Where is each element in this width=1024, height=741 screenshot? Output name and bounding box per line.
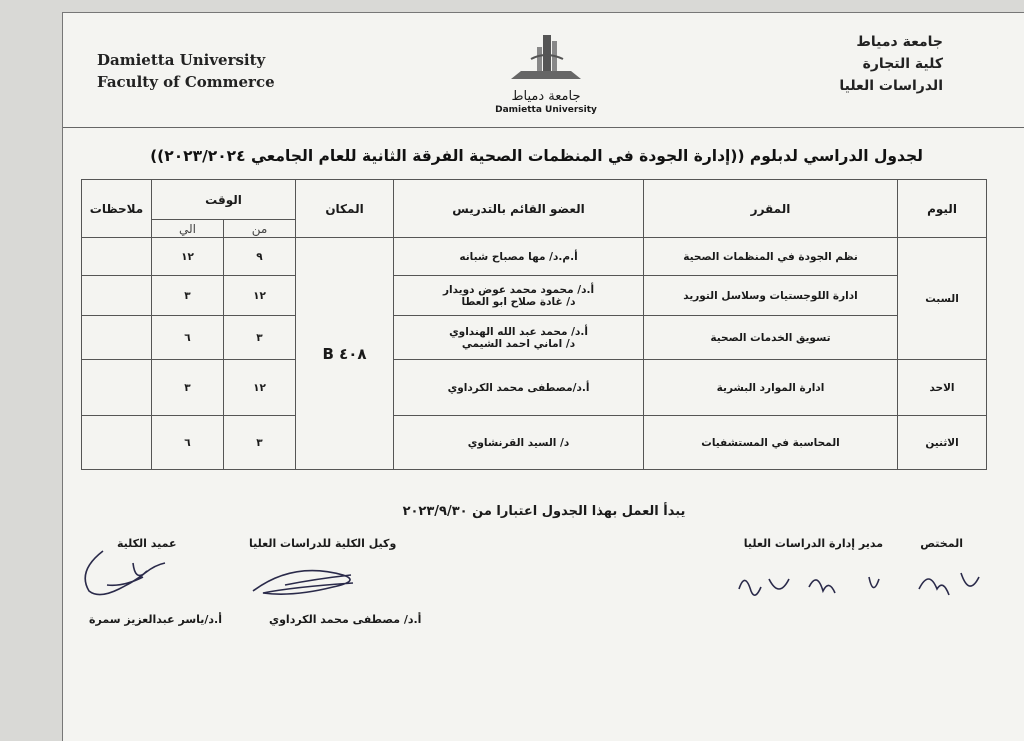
faculty-name-en: Faculty of Commerce — [97, 73, 275, 91]
time-to-cell: ٣ — [152, 360, 224, 416]
dean-signature — [73, 543, 183, 603]
logo-text-en: Damietta University — [495, 105, 597, 115]
schedule-table — [81, 179, 987, 470]
header-instructor: العضو القائم بالتدريس — [394, 180, 644, 238]
instructor-name: أ.د/ محمد عبد الله الهنداوي — [449, 325, 588, 338]
course-cell: ادارة اللوجستيات وسلاسل التوريد — [644, 276, 898, 316]
header-english — [97, 49, 275, 93]
instructor-name: د/ اماني احمد الشيمي — [461, 337, 576, 350]
day-cell: السبت — [898, 238, 987, 360]
logo-text-ar: جامعة دمياط — [511, 89, 581, 104]
header-place: المكان — [296, 180, 394, 238]
document-page — [62, 12, 1024, 741]
table-row — [82, 238, 987, 276]
header-from: من — [224, 220, 296, 238]
table-row — [82, 276, 987, 316]
table-row — [82, 316, 987, 360]
instructor-cell — [394, 360, 644, 416]
course-cell: ادارة الموارد البشرية — [644, 360, 898, 416]
header-course: المقرر — [644, 180, 898, 238]
faculty-name-ar: كلية التجارة — [862, 56, 943, 72]
table-row — [82, 360, 987, 416]
page-title: لجدول الدراسي لدبلوم ((إدارة الجودة في المنظمات الصحية الفرقة الثانية للعام الجامعي ٢٠٢٣/٢٠٢٤)) — [150, 147, 923, 165]
instructor-name: د/ غادة صلاح ابو العطا — [461, 295, 576, 308]
time-to-cell: ٣ — [152, 276, 224, 316]
notes-cell — [82, 360, 152, 416]
dean-label: عميد الكلية — [117, 537, 177, 550]
vice-dean-name: أ.د/ مصطفى محمد الكرداوي — [269, 613, 422, 626]
header-divider — [63, 127, 1024, 128]
course-cell: نظم الجودة في المنظمات الصحية — [644, 238, 898, 276]
vice-dean-signature — [245, 561, 385, 605]
instructor-cell — [394, 416, 644, 470]
university-name-en: Damietta University — [97, 51, 266, 69]
notes-cell — [82, 238, 152, 276]
notes-cell — [82, 316, 152, 360]
instructor-name: أ.د/ محمود محمد عوض دويدار — [442, 283, 595, 296]
day-cell: الاثنين — [898, 416, 987, 470]
place-cell: ٤٠٨ B — [296, 238, 394, 470]
table-row — [82, 416, 987, 470]
specialist-label: المختص — [920, 537, 963, 550]
header-time: الوقت — [152, 180, 296, 220]
header-arabic — [839, 31, 943, 97]
instructor-name: أ.د/مصطفى محمد الكرداوي — [447, 381, 590, 394]
course-cell: تسويق الخدمات الصحية — [644, 316, 898, 360]
instructor-name: د/ السيد القرنشاوي — [467, 436, 570, 449]
time-from-cell: ١٢ — [224, 360, 296, 416]
time-to-cell: ١٢ — [152, 238, 224, 276]
header-day: اليوم — [898, 180, 987, 238]
day-cell: الاحد — [898, 360, 987, 416]
instructor-cell — [394, 276, 644, 316]
time-from-cell: ٣ — [224, 316, 296, 360]
time-from-cell: ١٢ — [224, 276, 296, 316]
header-to: الي — [152, 220, 224, 238]
notes-cell — [82, 416, 152, 470]
table-header-row — [82, 180, 987, 220]
manager-label: مدير إدارة الدراسات العليا — [743, 537, 883, 550]
logo-building-icon — [501, 29, 591, 87]
instructor-cell — [394, 316, 644, 360]
instructor-cell — [394, 238, 644, 276]
instructor-name: أ.م.د/ مها مصباح شبانه — [459, 250, 578, 263]
time-to-cell: ٦ — [152, 416, 224, 470]
effective-date-note: يبدأ العمل بهذا الجدول اعتبارا من ٢٠٢٣/٩/٣٠ — [402, 504, 686, 519]
time-from-cell: ٩ — [224, 238, 296, 276]
time-to-cell: ٦ — [152, 316, 224, 360]
notes-cell — [82, 276, 152, 316]
university-name-ar: جامعة دمياط — [856, 34, 943, 50]
manager-signature — [729, 559, 999, 609]
time-from-cell: ٣ — [224, 416, 296, 470]
dean-name: أ.د/ياسر عبدالعزيز سمرة — [89, 613, 223, 626]
header-notes: ملاحظات — [82, 180, 152, 238]
vice-dean-label: وكيل الكلية للدراسات العليا — [249, 537, 397, 550]
department-name-ar: الدراسات العليا — [839, 78, 943, 94]
course-cell: المحاسبة في المستشفيات — [644, 416, 898, 470]
university-logo — [491, 29, 601, 121]
